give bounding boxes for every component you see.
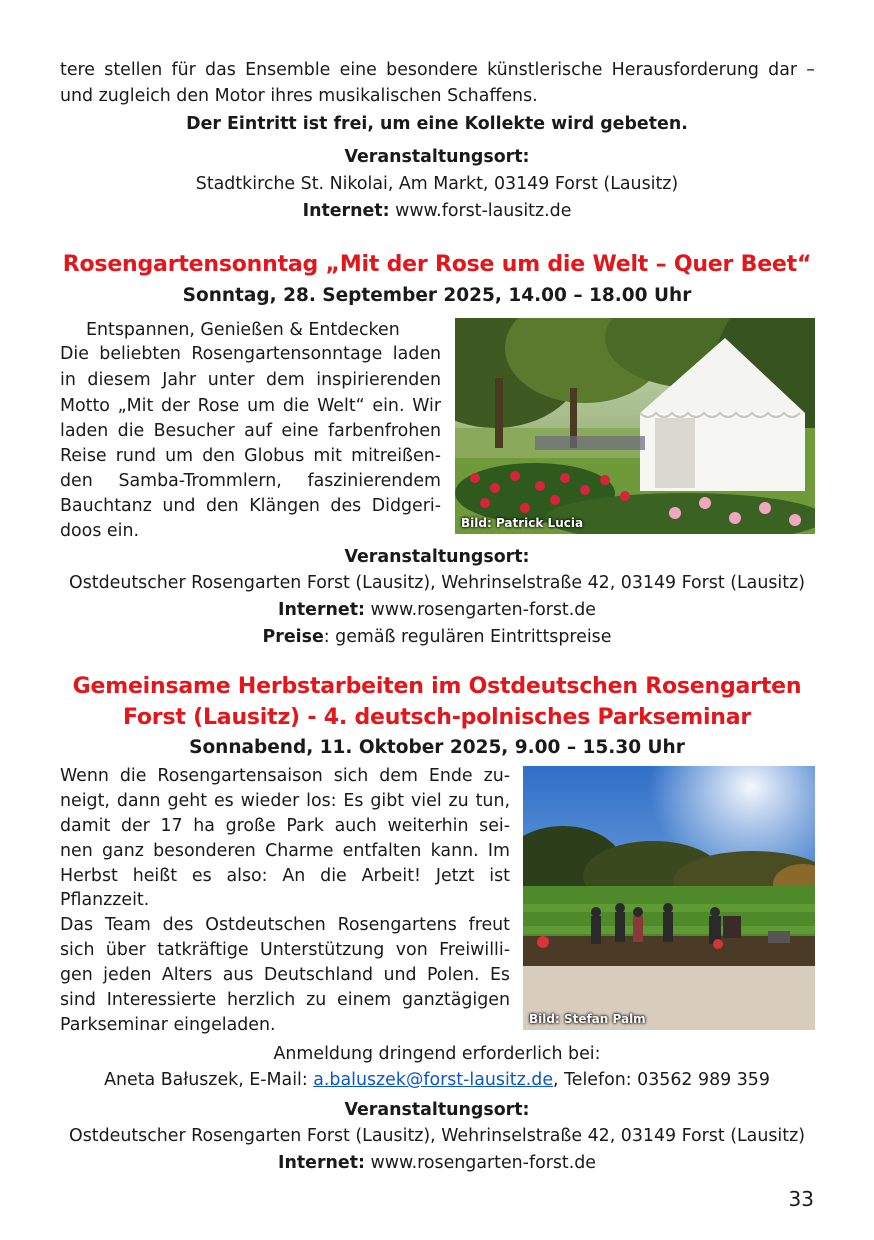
intro-line-1: tere stellen für das Ensemble eine besondere künstlerische Herausforderung dar – [60, 60, 815, 80]
event2-title-line-1: Gemeinsame Herbstarbeiten im Ostdeutschen Rosengarten [72, 674, 802, 699]
event1-text-line: den Samba-Trommlern, faszinierendem [60, 471, 441, 491]
event2-text-line: sich über tatkräftige Unterstützung von Freiwilli- [60, 940, 510, 960]
tent-photo-illustration [455, 318, 815, 534]
garden-work-illustration [523, 766, 815, 1030]
rose-garden-tent-photo [455, 318, 815, 534]
contact-suffix: , Telefon: 03562 989 359 [553, 1070, 770, 1090]
event2-date: Sonnabend, 11. Oktober 2025, 9.00 – 15.30 Uhr [189, 737, 685, 758]
internet-url[interactable]: www.rosengarten-forst.de [364, 1153, 597, 1173]
event2-title-line-2: Forst (Lausitz) - 4. deutsch-polnisches Parkseminar [122, 705, 752, 730]
event1-internet-line [0, 598, 874, 624]
event2-text-line: damit der 17 ha große Park auch weiterhin sei- [60, 816, 510, 836]
photo-credit: Bild: Patrick Lucia [461, 516, 584, 530]
event1-subtitle: Entspannen, Genießen & Entdecken [86, 320, 400, 340]
event1-text-line: Motto „Mit der Rose um die Welt“ ein. Wir [60, 396, 441, 416]
event1-text-line: doos ein. [60, 521, 139, 541]
internet-label: Internet: [277, 600, 365, 620]
venue-label: Veranstaltungsort: [344, 147, 530, 167]
event1-title: Rosengartensonntag „Mit der Rose um die Welt – Quer Beet“ [62, 252, 812, 277]
event2-text-line: gen jeden Alters aus Deutschland und Polen. Es [60, 965, 510, 985]
prices-value: : gemäß regulären Eintrittspreise [323, 627, 612, 647]
event2-text-line: Wenn die Rosengartensaison sich dem Ende zu- [60, 766, 510, 786]
event2-venue-address: Ostdeutscher Rosengarten Forst (Lausitz), Wehrinselstraße 42, 03149 Forst (Lausitz) [69, 1126, 805, 1146]
event1-date: Sonntag, 28. September 2025, 14.00 – 18.00 Uhr [182, 285, 692, 306]
event1-text-line: Bauchtanz und den Klängen des Didgeri- [60, 496, 441, 516]
event2-text-line: nen ganz besonderen Charme entfalten kann. Im [60, 841, 510, 861]
event2-venue-label: Veranstaltungsort: [344, 1100, 530, 1120]
photo-credit: Bild: Stefan Palm [529, 1012, 646, 1026]
event1-prices-line [0, 625, 874, 651]
internet-line [0, 199, 874, 225]
event1-venue-address: Ostdeutscher Rosengarten Forst (Lausitz), Wehrinselstraße 42, 03149 Forst (Lausitz) [69, 573, 805, 593]
event2-text-line: Parkseminar eingeladen. [60, 1015, 276, 1035]
internet-url[interactable]: www.forst-lausitz.de [389, 201, 572, 221]
internet-label: Internet: [302, 201, 390, 221]
event2-text-line: Herbst heißt es also: An die Arbeit! Jetzt ist [60, 866, 510, 886]
internet-url[interactable]: www.rosengarten-forst.de [364, 600, 597, 620]
venue-address: Stadtkirche St. Nikolai, Am Markt, 03149 Forst (Lausitz) [195, 174, 679, 194]
event2-text-line: Pflanzzeit. [60, 890, 150, 910]
contact-email-link[interactable]: a.baluszek@forst-lausitz.de [313, 1070, 554, 1090]
event1-text-line: laden die Besucher auf eine farbenfrohen [60, 421, 441, 441]
event1-text-line: in diesem Jahr unter dem inspirierenden [60, 370, 441, 390]
event2-text-line: neigt, dann geht es wieder los: Es gibt viel zu tun, [60, 791, 510, 811]
prices-label: Preise [262, 627, 324, 647]
contact-line [0, 1068, 874, 1094]
event1-text-line: Reise rund um den Globus mit mitreißen- [60, 446, 441, 466]
event2-text-line: sind Interessierte herzlich zu einem ganztägigen [60, 990, 510, 1010]
intro-line-2: und zugleich den Motor ihres musikalischen Schaffens. [60, 86, 538, 106]
event2-internet-line [0, 1151, 874, 1177]
registration-note: Anmeldung dringend erforderlich bei: [273, 1044, 601, 1064]
event1-text-line: Die beliebten Rosengartensonntage laden [60, 344, 441, 364]
admission-note: Der Eintritt ist frei, um eine Kollekte wird gebeten. [186, 114, 688, 134]
garden-work-photo [523, 766, 815, 1030]
page-number: 33 [788, 1187, 814, 1211]
event1-venue-label: Veranstaltungsort: [344, 547, 530, 567]
contact-prefix: Aneta Bałuszek, E-Mail: [104, 1070, 314, 1090]
internet-label: Internet: [277, 1153, 365, 1173]
event2-text-line: Das Team des Ostdeutschen Rosengartens freut [60, 915, 510, 935]
